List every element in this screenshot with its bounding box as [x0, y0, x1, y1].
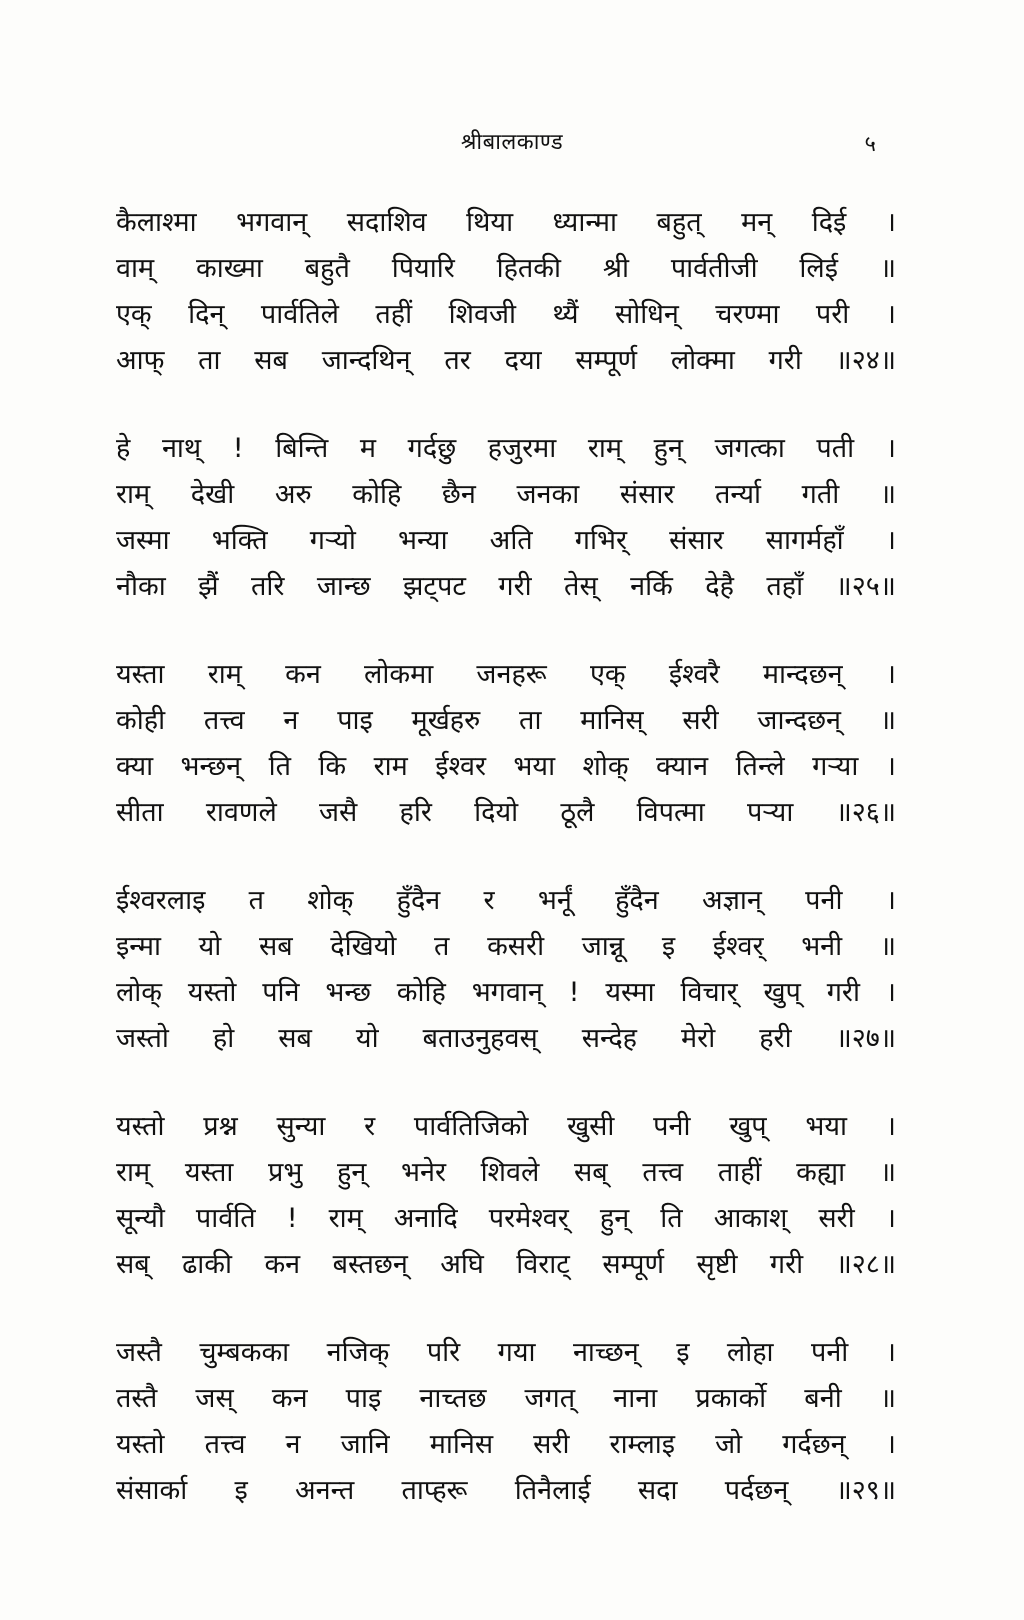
- stanza-28: [116, 1104, 896, 1288]
- verse-line: वाम् काख्मा बहुतै पियारि हितकी श्री पार्वतीजी लिई ॥: [116, 253, 896, 284]
- verse-line: कैलाश्मा भगवान् सदाशिव थिया ध्यान्मा बहुत् मन् दिई ।: [116, 207, 896, 238]
- stanza-25: [116, 426, 896, 610]
- verse-line: राम् देखी अरु कोहि छैन जनका संसार तर्न्या गती ॥: [116, 479, 896, 510]
- stanza-24: [116, 200, 896, 384]
- verse-line: नौका झैं तरि जान्छ झट्पट गरी तेस् नर्कि देहै तहाँ ॥२५॥: [116, 571, 896, 602]
- running-title: श्रीबालकाण्ड: [460, 130, 564, 155]
- verse-line: सब् ढाकी कन बस्तछन् अघि विराट् सम्पूर्ण सृष्टी गरी ॥२८॥: [116, 1249, 896, 1280]
- verse-line: एक् दिन् पार्वतिले तहीं शिवजी थ्यैं सोधिन् चरण्मा परी ।: [116, 299, 896, 330]
- verse-line: यस्तो प्रश्न सुन्या र पार्वतिजिको खुसी पनी खुप् भया ।: [116, 1111, 896, 1142]
- stanza-27: [116, 878, 896, 1062]
- stanza-29: [116, 1330, 896, 1514]
- page-number: ५: [864, 132, 876, 157]
- stanza-26: [116, 652, 896, 836]
- verse-line: ईश्वरलाइ त शोक् हुँदैन र भर्नूं हुँदैन अज्ञान् पनी ।: [116, 885, 896, 916]
- verse-line: कोही तत्त्व न पाइ मूर्खहरु ता मानिस् सरी जान्दछन् ॥: [116, 705, 896, 736]
- verse-line: इन्मा यो सब देखियो त कसरी जान्नू इ ईश्वर् भनी ॥: [116, 931, 896, 962]
- verse-line: सीता रावणले जसै हरि दियो ठूलै विपत्मा पऱ्या ॥२६॥: [116, 797, 896, 828]
- verse-line: जस्तै चुम्बकका नजिक् परि गया नाच्छन् इ लोहा पनी ।: [116, 1337, 896, 1368]
- verse-line: हे नाथ् ! बिन्ति म गर्दछु हजुरमा राम् हुन् जगत्का पती ।: [116, 433, 896, 464]
- verse-line: तस्तै जस् कन पाइ नाच्तछ जगत् नाना प्रकार्को बनी ॥: [116, 1383, 896, 1414]
- verse-body: [116, 200, 896, 1556]
- verse-line: क्या भन्छन् ति कि राम ईश्वर भया शोक् क्यान तिन्ले गऱ्या ।: [116, 751, 896, 782]
- verse-line: आफ् ता सब जान्दथिन् तर दया सम्पूर्ण लोक्मा गरी ॥२४॥: [116, 345, 896, 376]
- verse-line: संसार्का इ अनन्त ताप्हरू तिनैलाई सदा पर्दछन् ॥२९॥: [116, 1475, 896, 1506]
- verse-line: सून्यौ पार्वति ! राम् अनादि परमेश्वर् हुन् ति आकाश् सरी ।: [116, 1203, 896, 1234]
- running-header: [0, 126, 1024, 166]
- verse-line: लोक् यस्तो पनि भन्छ कोहि भगवान् ! यस्मा विचार् खुप् गरी ।: [116, 977, 896, 1008]
- verse-line: राम् यस्ता प्रभु हुन् भनेर शिवले सब् तत्त्व ताहीं कह्या ॥: [116, 1157, 896, 1188]
- verse-line: जस्मा भक्ति गऱ्यो भन्या अति गभिर् संसार सागर्महाँ ।: [116, 525, 896, 556]
- verse-line: यस्तो तत्त्व न जानि मानिस सरी राम्लाइ जो गर्दछन् ।: [116, 1429, 896, 1460]
- verse-line: यस्ता राम् कन लोकमा जनहरू एक् ईश्वरै मान्दछन् ।: [116, 659, 896, 690]
- verse-line: जस्तो हो सब यो बताउनुहवस् सन्देह मेरो हरी ॥२७॥: [116, 1023, 896, 1054]
